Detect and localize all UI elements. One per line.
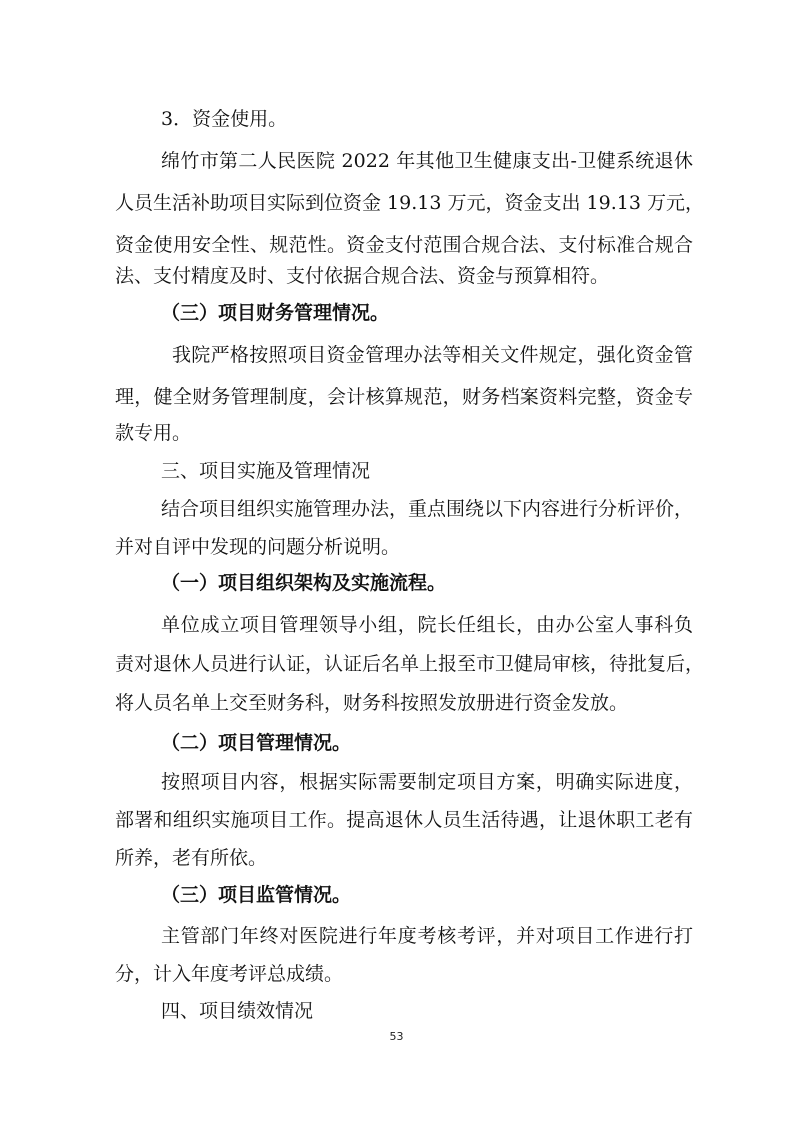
- paragraph-line: 理，健全财务管理制度，会计核算规范，财务档案资料完整，资金专: [115, 386, 693, 408]
- paragraph-line: 我院严格按照项目资金管理办法等相关文件规定，强化资金管: [172, 344, 693, 366]
- paragraph-line: 人员生活补助项目实际到位资金 19.13 万元，资金支出 19.13 万元，: [115, 192, 704, 214]
- heading-organization-process: （一）项目组织架构及实施流程。: [161, 572, 447, 594]
- paragraph-line: 法、支付精度及时、支付依据合规合法、资金与预算相符。: [115, 265, 610, 287]
- paragraph-line: 主管部门年终对医院进行年度考核考评，并对项目工作进行打: [161, 925, 693, 947]
- page-number: 53: [389, 1030, 404, 1043]
- subsection-funds-use: 3．资金使用。: [161, 108, 288, 130]
- paragraph-line: 并对自评中发现的问题分析说明。: [115, 536, 401, 558]
- paragraph-line: 责对退休人员进行认证，认证后名单上报至市卫健局审核，待批复后，: [115, 653, 705, 675]
- paragraph-line: 所养，老有所依。: [115, 847, 268, 869]
- paragraph-line: 资金使用安全性、规范性。资金支付范围合规合法、支付标准合规合: [115, 234, 693, 256]
- heading-supervision: （三）项目监管情况。: [161, 884, 352, 906]
- paragraph-line: 分，计入年度考评总成绩。: [115, 963, 344, 985]
- heading-project-management: （二）项目管理情况。: [161, 732, 352, 754]
- paragraph-line: 单位成立项目管理领导小组，院长任组长，由办公室人事科负: [161, 614, 693, 636]
- section-heading-implementation: 三、项目实施及管理情况: [161, 460, 371, 482]
- paragraph-line: 部署和组织实施项目工作。提高退休人员生活待遇，让退休职工老有: [115, 809, 693, 831]
- section-heading-performance: 四、项目绩效情况: [161, 1000, 314, 1022]
- paragraph-line: 将人员名单上交至财务科，财务科按照发放册进行资金发放。: [115, 692, 629, 714]
- paragraph-line: 绵竹市第二人民医院 2022 年其他卫生健康支出-卫健系统退休: [161, 150, 693, 172]
- paragraph-line: 按照项目内容，根据实际需要制定项目方案，明确实际进度，: [161, 771, 693, 793]
- heading-financial-management: （三）项目财务管理情况。: [161, 302, 390, 324]
- paragraph-line: 结合项目组织实施管理办法，重点围绕以下内容进行分析评价，: [161, 498, 694, 520]
- paragraph-line: 款专用。: [115, 422, 192, 444]
